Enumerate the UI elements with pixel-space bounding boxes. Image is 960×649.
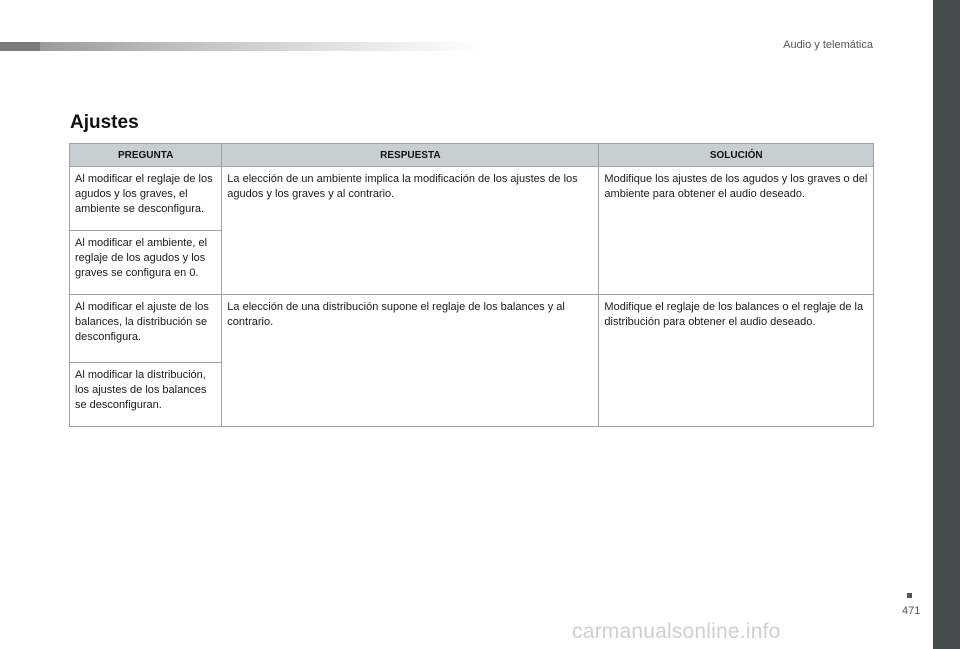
- solution-cell: Modifique los ajustes de los agudos y los graves o del ambiente para obtener el audio deseado.: [599, 167, 874, 295]
- faq-table: [69, 143, 874, 427]
- header-gradient-bar: [0, 42, 480, 51]
- question-cell: Al modificar el ajuste de los balances, la distribución se desconfigura.: [70, 295, 222, 363]
- watermark: carmanualsonline.info: [572, 620, 781, 643]
- question-cell: Al modificar la distribución, los ajustes de los balances se desconfiguran.: [70, 363, 222, 427]
- side-tab-strip: [933, 0, 960, 649]
- page-number: 471: [902, 605, 921, 617]
- answer-cell: La elección de un ambiente implica la modificación de los ajustes de los agudos y los graves y al contrario.: [222, 167, 599, 295]
- answer-cell: La elección de una distribución supone el reglaje de los balances y al contrario.: [222, 295, 599, 427]
- header-pregunta: PREGUNTA: [70, 144, 222, 167]
- question-cell: Al modificar el ambiente, el reglaje de los agudos y los graves se configura en 0.: [70, 231, 222, 295]
- header-solucion: SOLUCIÓN: [599, 144, 874, 167]
- section-title: Audio y telemática: [783, 39, 873, 51]
- question-cell: Al modificar el reglaje de los agudos y los graves, el ambiente se desconfigura.: [70, 167, 222, 231]
- page-title: Ajustes: [70, 112, 139, 133]
- table-row: [70, 167, 874, 231]
- table-row: [70, 295, 874, 363]
- solution-cell: Modifique el reglaje de los balances o el reglaje de la distribución para obtener el audio deseado.: [599, 295, 874, 427]
- table-header-row: [70, 144, 874, 167]
- header-respuesta: RESPUESTA: [222, 144, 599, 167]
- header-bar-accent: [0, 42, 40, 51]
- page-marker-icon: [907, 593, 912, 598]
